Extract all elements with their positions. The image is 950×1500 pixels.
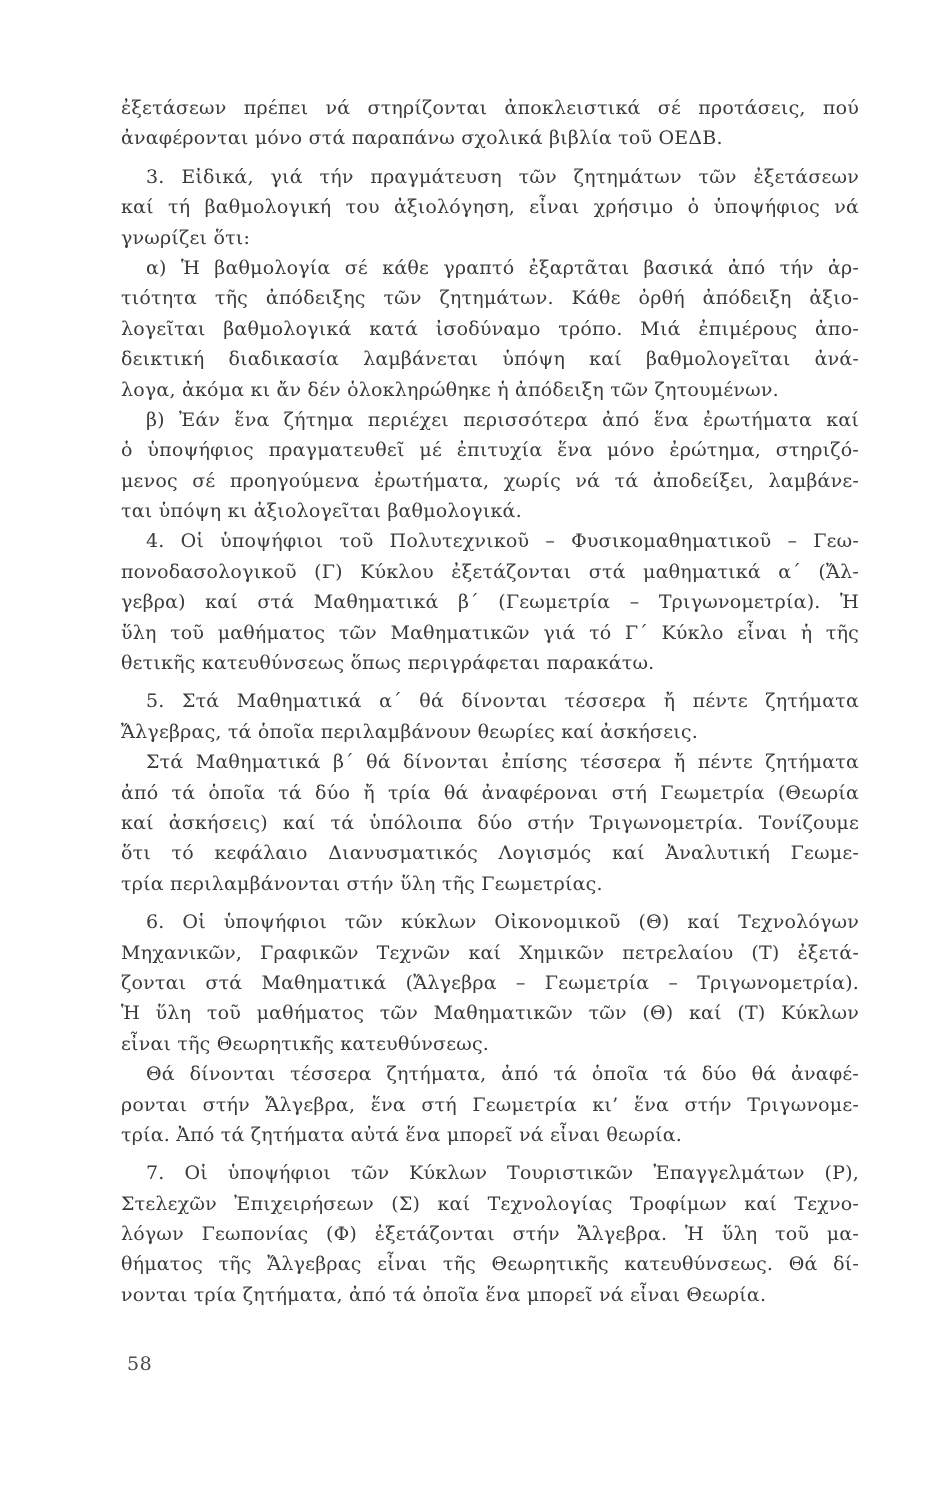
section-3-heading-line: 3. Εἰδικά, γιά τήν πραγμάτευση τῶν ζητημάτων τῶν ἐξετάσεων: [146, 165, 859, 188]
text-line: ἀναφέρονται μόνο στά παραπάνω σχολικά βιβλία τοῦ ΟΕΔΒ.: [121, 127, 723, 150]
section-4-heading-line: 4. Οἱ ὑποψήφιοι τοῦ Πολυτεχνικοῦ – Φυσικομαθηματικοῦ – Γεω-: [146, 530, 859, 553]
text-line: μενος σέ προηγούμενα ἐρωτήματα, χωρίς νά τά ἀποδείξει, λαμβάνε-: [121, 469, 859, 492]
text-line: τρία περιλαμβάνονται στήν ὕλη τῆς Γεωμετρίας.: [121, 872, 603, 895]
subsection-a-line: α) Ἡ βαθμολογία σέ κάθε γραπτό ἐξαρτᾶται βασικά ἀπό τήν ἀρ-: [146, 256, 859, 279]
text-line: θετικῆς κατευθύνσεως ὅπως περιγράφεται παρακάτω.: [121, 652, 655, 675]
text-line: ἐξετάσεων πρέπει νά στηρίζονται ἀποκλειστικά σέ προτάσεις, πού: [121, 97, 859, 119]
text-line: ρονται στήν Ἄλγεβρα, ἕνα στή Γεωμετρία κι’ ἕνα στήν Τριγωνομε-: [121, 1093, 859, 1116]
text-line: τιότητα τῆς ἀπόδειξης τῶν ζητημάτων. Κάθε ὀρθή ἀπόδειξη ἀξιο-: [121, 287, 859, 310]
text-line: εἶναι τῆς Θεωρητικῆς κατευθύνσεως.: [121, 1032, 490, 1055]
text-column: [121, 93, 859, 1310]
text-line: δεικτική διαδικασία λαμβάνεται ὑπόψη καί βαθμολογεῖται ἀνά-: [121, 348, 859, 371]
subsection-b-line: β) Ἐάν ἕνα ζήτημα περιέχει περισσότερα ἀπό ἕνα ἐρωτήματα καί: [146, 408, 859, 431]
text-line: νονται τρία ζητήματα, ἀπό τά ὁποῖα ἕνα μπορεῖ νά εἶναι Θεωρία.: [121, 1283, 767, 1306]
section-6-heading-line: 6. Οἱ ὑποψήφιοι τῶν κύκλων Οἰκονομικοῦ (Θ) καί Τεχνολόγων: [146, 911, 859, 934]
text-line: Ἡ ὕλη τοῦ μαθήματος τῶν Μαθηματικῶν τῶν (Θ) καί (Τ) Κύκλων: [121, 1002, 859, 1025]
text-line: λογεῖται βαθμολογικά κατά ἰσοδύναμο τρόπο. Μιά ἐπιμέρους ἀπο-: [121, 317, 859, 340]
text-line: λογα, ἀκόμα κι ἄν δέν ὁλοκληρώθηκε ἡ ἀπόδειξη τῶν ζητουμένων.: [121, 378, 779, 401]
text-line: Μηχανικῶν, Γραφικῶν Τεχνῶν καί Χημικῶν πετρελαίου (Τ) ἐξετά-: [121, 941, 859, 964]
text-line: θήματος τῆς Ἄλγεβρας εἶναι τῆς Θεωρητικῆς κατευθύνσεως. Θά δί-: [121, 1253, 859, 1276]
text-line: ὕλη τοῦ μαθήματος τῶν Μαθηματικῶν γιά τό Γ΄ Κύκλο εἶναι ἡ τῆς: [121, 621, 859, 644]
text-line: ζονται στά Μαθηματικά (Ἄλγεβρα – Γεωμετρία – Τριγωνομετρία).: [121, 971, 859, 994]
text-line: γεβρα) καί στά Μαθηματικά β΄ (Γεωμετρία – Τριγωνομετρία). Ἡ: [121, 591, 859, 614]
text-line: γνωρίζει ὅτι:: [121, 226, 251, 249]
section-7-heading-line: 7. Οἱ ὑποψήφιοι τῶν Κύκλων Τουριστικῶν Ἐπαγγελμάτων (Ρ),: [146, 1162, 859, 1185]
text-line: καί ἀσκήσεις) καί τά ὑπόλοιπα δύο στήν Τριγωνομετρία. Τονίζουμε: [121, 811, 859, 834]
text-line: τρία. Ἀπό τά ζητήματα αὐτά ἕνα μπορεῖ νά εἶναι θεωρία.: [121, 1123, 683, 1146]
text-line: καί τή βαθμολογική του ἀξιολόγηση, εἶναι χρήσιμο ὁ ὑποψήφιος νά: [121, 196, 859, 219]
text-line: Ἄλγεβρας, τά ὁποῖα περιλαμβάνουν θεωρίες καί ἀσκήσεις.: [121, 720, 698, 743]
text-line: ὁ ὑποψήφιος πραγματευθεῖ μέ ἐπιτυχία ἕνα μόνο ἐρώτημα, στηριζό-: [121, 439, 859, 462]
text-line: ἀπό τά ὁποῖα τά δύο ἤ τρία θά ἀναφέροναι στή Γεωμετρία (Θεωρία: [121, 781, 859, 804]
text-line: Στελεχῶν Ἐπιχειρήσεων (Σ) καί Τεχνολογίας Τροφίμων καί Τεχνο-: [121, 1192, 859, 1215]
text-line: ται ὑπόψη κι ἀξιολογεῖται βαθμολογικά.: [121, 500, 522, 523]
section-6-b-line: Θά δίνονται τέσσερα ζητήματα, ἀπό τά ὁποῖα τά δύο θά ἀναφέ-: [146, 1063, 859, 1086]
text-line: πονοδασολογικοῦ (Γ) Κύκλου ἐξετάζονται στά μαθηματικά α΄ (Ἄλ-: [121, 560, 859, 583]
section-5-b-line: Στά Μαθηματικά β΄ θά δίνονται ἐπίσης τέσσερα ἤ πέντε ζητήματα: [146, 751, 859, 774]
text-line: ὅτι τό κεφάλαιο Διανυσματικός Λογισμός καί Ἀναλυτική Γεωμε-: [121, 842, 859, 865]
text-line: λόγων Γεωπονίας (Φ) ἐξετάζονται στήν Ἄλγεβρα. Ἡ ὕλη τοῦ μα-: [121, 1223, 859, 1246]
section-5-heading-line: 5. Στά Μαθηματικά α΄ θά δίνονται τέσσερα ἤ πέντε ζητήματα: [146, 690, 859, 713]
page-number: 58: [127, 1353, 153, 1375]
